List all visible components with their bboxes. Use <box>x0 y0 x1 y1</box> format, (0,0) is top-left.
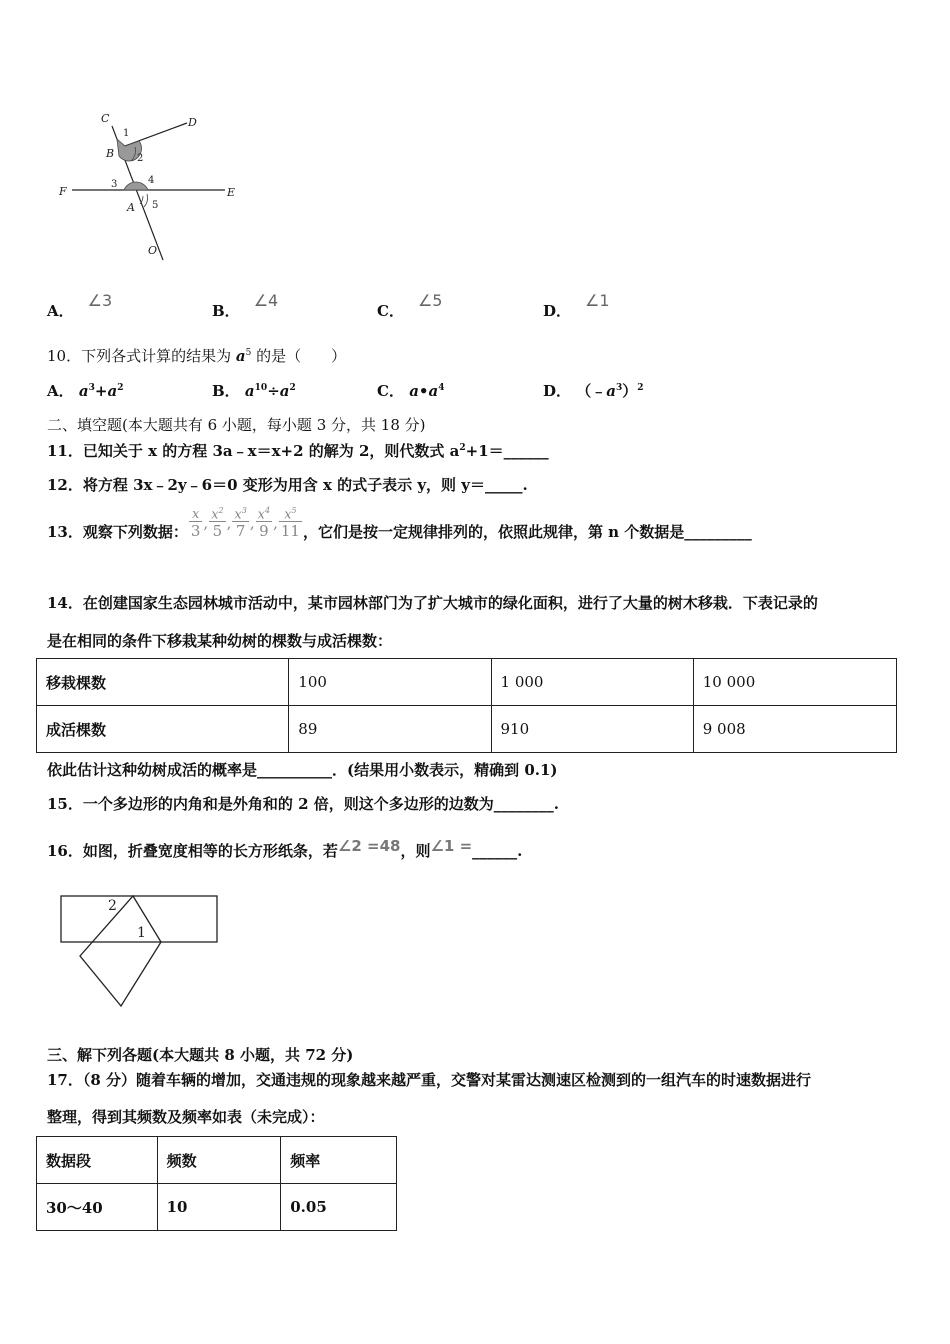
table-cell: 频数 <box>157 1137 281 1184</box>
q17-line-2: 整理，得到其频数及频率如表（未完成）： <box>47 1108 325 1126</box>
q10-option-c[interactable]: C． $a•a^4$ <box>377 382 445 400</box>
label-e: E <box>227 186 236 199</box>
label-d: D <box>188 116 197 129</box>
q17-line-1: 17．（8 分）随着车辆的增加，交通违规的现象越来越严重，交警对某雷达测速区检测到的一组汽车的时速数据进行 <box>47 1071 812 1089</box>
frac-3: $\frac{x^3}{7}$ <box>234 506 247 541</box>
q9-option-d[interactable]: D．∠1 <box>543 291 610 320</box>
angle-figure <box>55 108 245 268</box>
q14-table <box>36 658 897 753</box>
frac-1: $\frac{x}{3}$ <box>190 506 201 540</box>
section-2-title: 二、填空题(本大题共有 6 小题，每小题 3 分，共 18 分) <box>47 416 426 434</box>
label-f: F <box>59 185 67 198</box>
q11: 11．已知关于 x 的方程 3a﹣x＝x+2 的解为 2，则代数式 $a^2+1=\_\_\_\_\_\_$ <box>47 442 549 460</box>
label-b: B <box>106 147 115 160</box>
q10-option-d[interactable]: D． $(﹣a^3)^2$ <box>543 382 644 400</box>
q9-option-c[interactable]: C．∠5 <box>377 291 443 320</box>
table-row <box>37 1184 397 1231</box>
angle-arc-a <box>124 182 148 190</box>
table-cell: 9 008 <box>693 706 896 753</box>
frac-2: $\frac{x^2}{5}$ <box>211 506 224 541</box>
label-c: C <box>101 112 110 125</box>
angle-num-5: 5 <box>152 200 159 211</box>
q17-table <box>36 1136 397 1231</box>
table-row <box>37 706 897 753</box>
q15: 15．一个多边形的内角和是外角和的 2 倍，则这个多边形的边数为________. <box>47 795 559 813</box>
angle-num-2: 2 <box>137 153 144 164</box>
label-o: O <box>148 244 158 257</box>
table-cell: 910 <box>491 706 693 753</box>
table-cell: 频率 <box>281 1137 397 1184</box>
q14-answer-line: 依此估计这种幼树成活的概率是__________．(结果用小数表示，精确到 0.1) <box>47 761 558 779</box>
table-cell: 移栽棵数 <box>37 659 289 706</box>
q14-line-2: 是在相同的条件下移栽某种幼树的棵数与成活棵数： <box>47 632 393 650</box>
label-a: A <box>127 201 135 214</box>
q13: 13．观察下列数据： $\frac{x}{3}$ , $\frac{x^2}{5}$ , $\frac{x^3}{7}$ , $\frac{x^4}{9}$ , $\frac{x^5}{11}$ ，它们是按一定规律排列的，依照此规律，第 n 个数据是_________ <box>47 506 752 541</box>
table-cell: 成活棵数 <box>37 706 289 753</box>
angle-label-1: 1 <box>137 925 146 941</box>
section-3-title: 三、解下列各题(本大题共 8 小题，共 72 分) <box>47 1046 354 1064</box>
table-cell: 数据段 <box>37 1137 158 1184</box>
folded-strip-figure <box>55 890 225 1015</box>
q10-option-b[interactable]: B． $a^{10}\div a^2$ <box>212 382 296 400</box>
table-cell: 100 <box>289 659 491 706</box>
table-row <box>37 659 897 706</box>
q16: 16．如图，折叠宽度相等的长方形纸条，若∠2 =48，则∠1 =______. <box>47 837 523 860</box>
table-row <box>37 1137 397 1184</box>
angle-num-4: 4 <box>148 175 155 186</box>
frac-4: $\frac{x^4}{9}$ <box>257 506 271 541</box>
table-cell: 30～40 <box>37 1184 158 1231</box>
angle-num-1: 1 <box>123 128 130 139</box>
q10-stem: 10．下列各式计算的结果为 $a^5$ 的是（ ） <box>47 347 347 365</box>
q14-line-1: 14．在创建国家生态园林城市活动中，某市园林部门为了扩大城市的绿化面积，进行了大量的树木移栽．下表记录的 <box>47 594 818 612</box>
folded-part <box>80 896 161 1006</box>
frac-5: $\frac{x^5}{11}$ <box>280 506 300 541</box>
q10-option-a[interactable]: A． $a^3+a^2$ <box>47 382 124 400</box>
table-cell: 89 <box>289 706 491 753</box>
table-cell: 10 <box>157 1184 281 1231</box>
table-cell: 10 000 <box>693 659 896 706</box>
angle-num-3: 3 <box>111 179 118 190</box>
table-cell: 1 000 <box>491 659 693 706</box>
q9-option-b[interactable]: B．∠4 <box>212 291 279 320</box>
q9-option-a[interactable]: A．∠3 <box>47 291 113 320</box>
q12: 12．将方程 3x﹣2y﹣6＝0 变形为用含 x 的式子表示 y，则 y＝_____. <box>47 476 528 494</box>
table-cell: 0.05 <box>281 1184 397 1231</box>
angle-label-2: 2 <box>108 898 117 914</box>
